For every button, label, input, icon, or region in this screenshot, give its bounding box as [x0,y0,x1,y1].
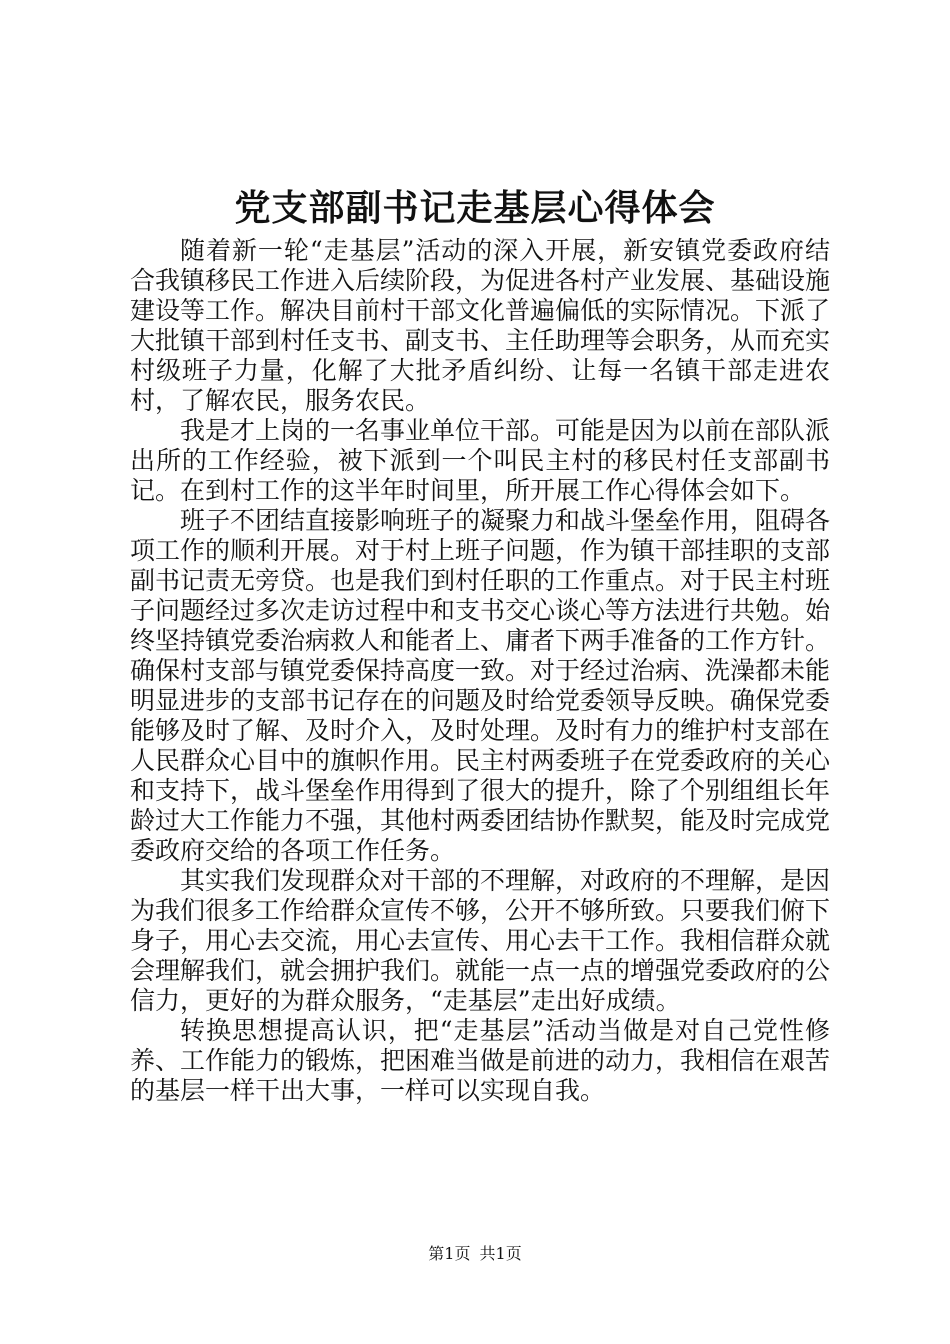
page-footer [0,1244,950,1264]
document-body [130,236,830,1106]
paragraph-4: 其实我们发现群众对干部的不理解，对政府的不理解，是因为我们很多工作给群众宣传不够，公开不够所致。只要我们俯下身子，用心去交流，用心去宣传、用心去干工作。我相信群众就会理解我们，就会拥护我们。就能一点一点的增强党委政府的公信力，更好的为群众服务，“走基层”走出好成绩。 [130,866,831,1015]
paragraph-1: 随着新一轮“走基层”活动的深入开展，新安镇党委政府结合我镇移民工作进入后续阶段，为促进各村产业发展、基础设施建设等工作。解决目前村干部文化普遍偏低的实际情况。下派了大批镇干部到村任支书、副支书、主任助理等会职务，从而充实村级班子力量，化解了大批矛盾纠纷、让每一名镇干部走进农村，了解农民，服务农民。 [130,236,831,415]
page-number: 第1页 [428,1244,471,1263]
page-total: 共1页 [479,1244,522,1263]
paragraph-3: 班子不团结直接影响班子的凝聚力和战斗堡垒作用，阻碍各项工作的顺利开展。对于村上班子问题，作为镇干部挂职的支部副书记责无旁贷。也是我们到村任职的工作重点。对于民主村班子问题经过多次走访过程中和支书交心谈心等方法进行共勉。始终坚持镇党委治病救人和能者上、庸者下两手准备的工作方针。确保村支部与镇党委保持高度一致。对于经过治病、洗澡都未能明显进步的支部书记存在的问题及时给党委领导反映。确保党委能够及时了解、及时介入，及时处理。及时有力的维护村支部在人民群众心目中的旗帜作用。民主村两委班子在党委政府的关心和支持下，战斗堡垒作用得到了很大的提升，除了个别组组长年龄过大工作能力不强，其他村两委团结协作默契，能及时完成党委政府交给的各项工作任务。 [130,506,831,865]
document-title: 党支部副书记走基层心得体会 [234,187,716,229]
paragraph-5: 转换思想提高认识，把“走基层”活动当做是对自己党性修养、工作能力的锻炼，把困难当做是前进的动力，我相信在艰苦的基层一样干出大事，一样可以实现自我。 [130,1016,831,1105]
paragraph-2: 我是才上岗的一名事业单位干部。可能是因为以前在部队派出所的工作经验，被下派到一个叫民主村的移民村任支部副书记。在到村工作的这半年时间里，所开展工作心得体会如下。 [130,416,831,505]
